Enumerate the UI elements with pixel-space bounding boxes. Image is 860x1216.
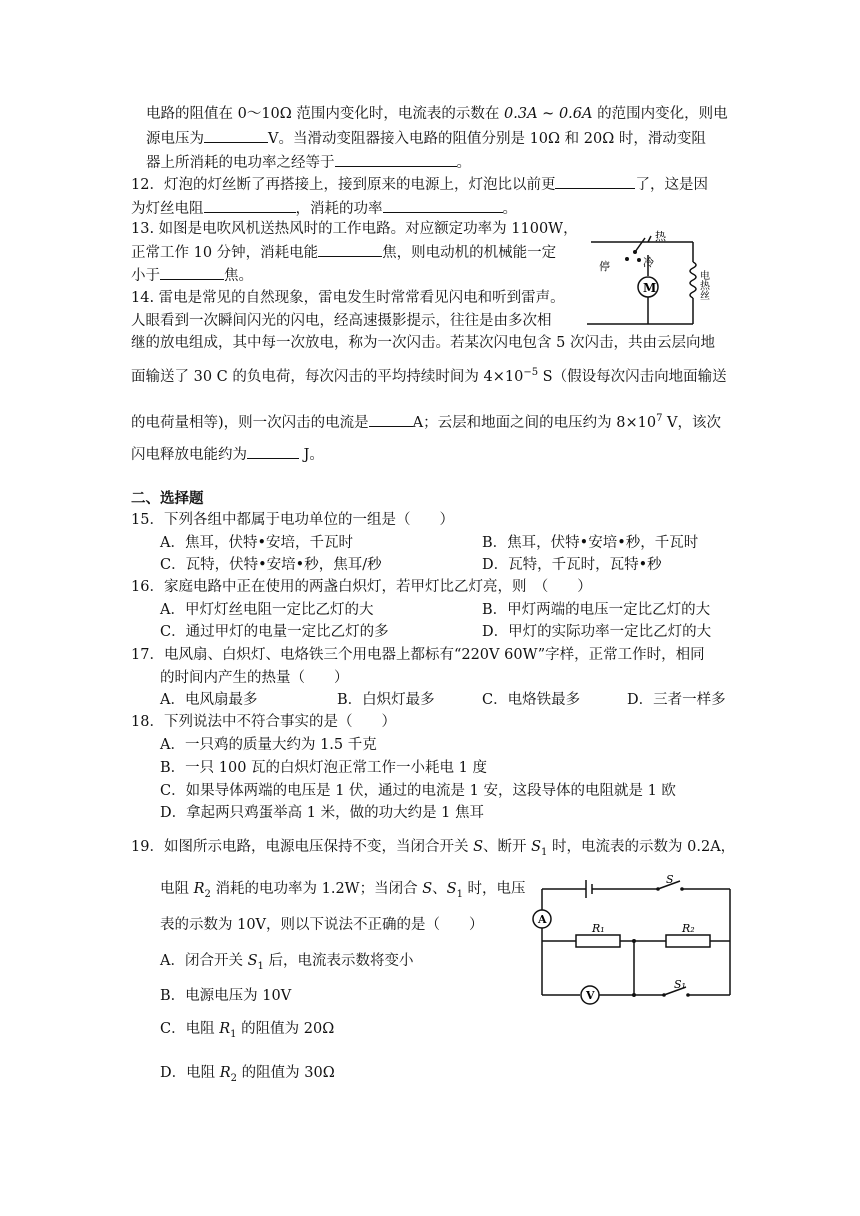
ohm-symbol: Ω — [322, 1021, 335, 1037]
q14-text: A；云层和地面之间的电压约为 — [412, 415, 617, 431]
q12-text: ，消耗的功率 — [295, 201, 383, 217]
q18-option-b[interactable]: B．一只 100 瓦的白炽灯泡正常工作一小耗电 1 度 — [160, 760, 487, 776]
q14-text: V，该次 — [662, 415, 722, 431]
q19-option-text: D．电阻 — [160, 1065, 220, 1081]
q14-line6 — [131, 444, 324, 465]
q19-stem-line3: 表的示数为 10V，则以下说法不正确的是（ ） — [160, 917, 484, 933]
q18-option-d[interactable]: D．拿起两只鸡蛋举高 1 米，做的功大约是 1 焦耳 — [160, 805, 485, 821]
q19-option-a[interactable] — [160, 951, 414, 971]
switch-s1: S — [446, 881, 457, 897]
ohm-symbol: Ω — [279, 106, 292, 122]
q15-option-d[interactable]: D．瓦特，千瓦时，瓦特•秒 — [482, 557, 662, 573]
q19-text: 电阻 — [160, 881, 194, 897]
q11-text: 源电压为 — [146, 131, 204, 147]
q12-line1 — [131, 174, 708, 195]
q17-option-a[interactable]: A．电风扇最多 — [160, 692, 258, 708]
q11-text: 器上所消耗的电功率之经等于 — [146, 155, 335, 171]
time-value: 4×10 — [483, 369, 524, 385]
ohm-symbol: Ω — [548, 131, 561, 147]
q19-stem-line1 — [131, 837, 735, 857]
answer-blank[interactable] — [204, 198, 296, 213]
q18-stem: 18．下列说法中不符合事实的是（ ） — [131, 714, 396, 730]
q12-text: 为灯丝电阻 — [131, 201, 204, 217]
q11-text: 时，滑动变阻 — [614, 131, 706, 147]
answer-blank[interactable] — [247, 444, 299, 459]
q19-circuit-diagram — [530, 875, 742, 1005]
q11-text: 和 20 — [560, 131, 603, 147]
switch-s: S — [422, 881, 433, 897]
q14-text: 的电荷量相等)，则一次闪击的电流是 — [131, 415, 369, 431]
q17-stem-line1: 17．电风扇、白炽灯、电烙铁三个用电器上都标有“220V 60W”字样，正常工作时，相同 — [131, 647, 705, 663]
hot-label: 热 — [655, 230, 666, 243]
q14-text: 继的放电组成，其中每一次放电，称为一次闪击。若某次闪电包含 5 次闪击，共由云层向地 — [131, 335, 715, 351]
subscript: 2 — [230, 1072, 238, 1084]
answer-blank[interactable] — [335, 152, 457, 167]
q11-text: 的范围内变化，则电 — [592, 106, 728, 122]
q19-text: 时，电流表的示数为 0.2A， — [547, 839, 736, 855]
q19-option-text: 的阻值为 20 — [236, 1021, 323, 1037]
q13-line2 — [131, 242, 556, 263]
q14-text: 人眼看到一次瞬间闪光的闪电，经高速摄影提示，往往是由多次相 — [131, 313, 552, 329]
r2-label: R₂ — [682, 922, 695, 935]
q19-option-d[interactable] — [160, 1063, 335, 1083]
q16-option-c[interactable]: C．通过甲灯的电量一定比乙灯的多 — [160, 624, 389, 640]
q13-line3 — [131, 265, 253, 286]
resistor-r2: R — [193, 881, 205, 897]
heater-label: 电热丝 — [697, 270, 709, 300]
answer-blank[interactable] — [160, 265, 224, 280]
q13-text: 正常工作 10 分钟，消耗电能 — [131, 245, 319, 261]
resistor-r1: R — [219, 1021, 231, 1037]
switch-s1: S — [247, 953, 258, 969]
q16-option-a[interactable]: A．甲灯灯丝电阻一定比乙灯的大 — [160, 602, 374, 618]
time-exponent: −5 — [523, 367, 539, 379]
q14-text: （假设每次闪击向地面输送 — [552, 369, 727, 385]
q14-line1 — [131, 288, 565, 308]
q19-stem-line2 — [160, 879, 526, 899]
subscript: 1 — [230, 1028, 237, 1040]
q19-text: 时，电压 — [462, 881, 526, 897]
switch-s1: S — [531, 839, 542, 855]
q14-text: 闪电释放电能约为 — [131, 447, 247, 463]
switch-s-label: S — [666, 875, 674, 886]
q19-option-text: A．闭合开关 — [160, 953, 248, 969]
ammeter-label: A — [538, 913, 547, 926]
resistor-r2: R — [219, 1065, 231, 1081]
subscript: 1 — [257, 960, 264, 972]
q16-option-b[interactable]: B．甲灯两端的电压一定比乙灯的大 — [482, 602, 711, 618]
motor-label: M — [643, 281, 657, 295]
subscript: 2 — [204, 888, 211, 900]
q16-stem: 16．家庭电路中正在使用的两盏白炽灯，若甲灯比乙灯亮，则 （ ） — [131, 579, 592, 595]
cold-label: 冷 — [643, 256, 654, 269]
voltage-value: 8×10 — [616, 415, 657, 431]
q14-line4 — [131, 367, 727, 387]
answer-blank[interactable] — [555, 174, 635, 189]
q17-option-c[interactable]: C．电烙铁最多 — [482, 692, 581, 708]
q12-text: 。 — [502, 201, 517, 217]
q11-line2 — [146, 128, 706, 149]
q19-text: 消耗的电功率为 1.2W；当闭合 — [210, 881, 423, 897]
q12-text: 了，这是因 — [635, 177, 708, 193]
q17-option-d[interactable]: D．三者一样多 — [627, 692, 726, 708]
q14-text: J。 — [299, 447, 324, 463]
q13-text: 焦。 — [224, 268, 253, 284]
q13-text: 小于 — [131, 268, 160, 284]
q15-option-b[interactable]: B．焦耳，伏特•安培•秒，千瓦时 — [482, 535, 699, 551]
q17-option-b[interactable]: B．白炽灯最多 — [337, 692, 435, 708]
ohm-symbol: Ω — [322, 1065, 335, 1081]
section-title: 二、选择题 — [131, 490, 204, 507]
q19-option-text: C．电阻 — [160, 1021, 220, 1037]
q14-line3 — [131, 333, 715, 353]
q19-option-c[interactable] — [160, 1019, 334, 1039]
q12-text: 12．灯泡的灯丝断了再搭接上，接到原来的电源上，灯泡比以前更 — [131, 177, 556, 193]
q13-text: 13. 如图是电吹风机送热风时的工作电路。对应额定功率为 1100W， — [131, 221, 578, 237]
q13-text: 焦，则电动机的机械能一定 — [382, 245, 557, 261]
q11-text: V。当滑动变阻器接入电路的阻值分别是 10 — [268, 131, 549, 147]
q12-line2 — [131, 198, 517, 219]
q14-text: 14. 雷电是常见的自然现象，雷电发生时常常看见闪电和听到雷声。 — [131, 290, 565, 306]
q19-text: 、 — [432, 881, 447, 897]
q16-option-d[interactable]: D．甲灯的实际功率一定比乙灯的大 — [482, 624, 712, 640]
answer-blank[interactable] — [204, 128, 268, 143]
stop-label: 停 — [599, 260, 610, 273]
subscript: 1 — [456, 888, 463, 900]
answer-blank[interactable] — [369, 412, 413, 427]
q11-line3 — [146, 152, 471, 173]
q19-option-text: 后，电流表示数将变小 — [263, 953, 414, 969]
time-unit: S — [538, 369, 553, 385]
ohm-symbol: Ω — [602, 131, 615, 147]
q19-text: 19．如图所示电路，电源电压保持不变，当闭合开关 — [131, 839, 474, 855]
answer-blank[interactable] — [318, 242, 382, 257]
answer-blank[interactable] — [383, 198, 503, 213]
q14-text: 面输送了 30 C 的负电荷，每次闪击的平均持续时间为 — [131, 369, 484, 385]
q17-stem-line2: 的时间内产生的热量（ ） — [160, 670, 349, 686]
q19-text: 、断开 — [483, 839, 532, 855]
q13-line1 — [131, 219, 578, 239]
r1-label: R₁ — [592, 922, 605, 935]
switch-s: S — [473, 839, 483, 855]
current-range: 0.3A ~ 0.6A — [504, 106, 593, 122]
q14-line2 — [131, 311, 552, 331]
q15-option-c[interactable]: C．瓦特，伏特•安培•秒，焦耳/秒 — [160, 557, 382, 573]
q18-option-a[interactable]: A．一只鸡的质量大约为 1.5 千克 — [160, 737, 377, 753]
q15-stem: 15．下列各组中都属于电功单位的一组是（ ） — [131, 512, 454, 528]
voltmeter-label: V — [586, 989, 595, 1002]
subscript: 1 — [541, 846, 548, 858]
switch-s1-label: S₁ — [674, 978, 686, 991]
q19-option-text: 的阻值为 30 — [237, 1065, 323, 1081]
q14-line5 — [131, 412, 721, 433]
q11-line1 — [146, 104, 728, 124]
q11-text: 范围内变化时，电流表的示数在 — [291, 106, 505, 122]
q11-text: 电路的阻值在 0～10 — [146, 106, 280, 122]
q11-text: 。 — [456, 155, 471, 171]
q19-option-b[interactable]: B．电源电压为 10V — [160, 988, 292, 1004]
voltage-exponent: 7 — [656, 413, 663, 425]
q15-option-a[interactable]: A．焦耳，伏特•安培，千瓦时 — [160, 535, 354, 551]
hair-dryer-circuit-diagram — [583, 212, 723, 332]
q18-option-c[interactable]: C．如果导体两端的电压是 1 伏，通过的电流是 1 安，这段导体的电阻就是 1 欧 — [160, 783, 676, 799]
